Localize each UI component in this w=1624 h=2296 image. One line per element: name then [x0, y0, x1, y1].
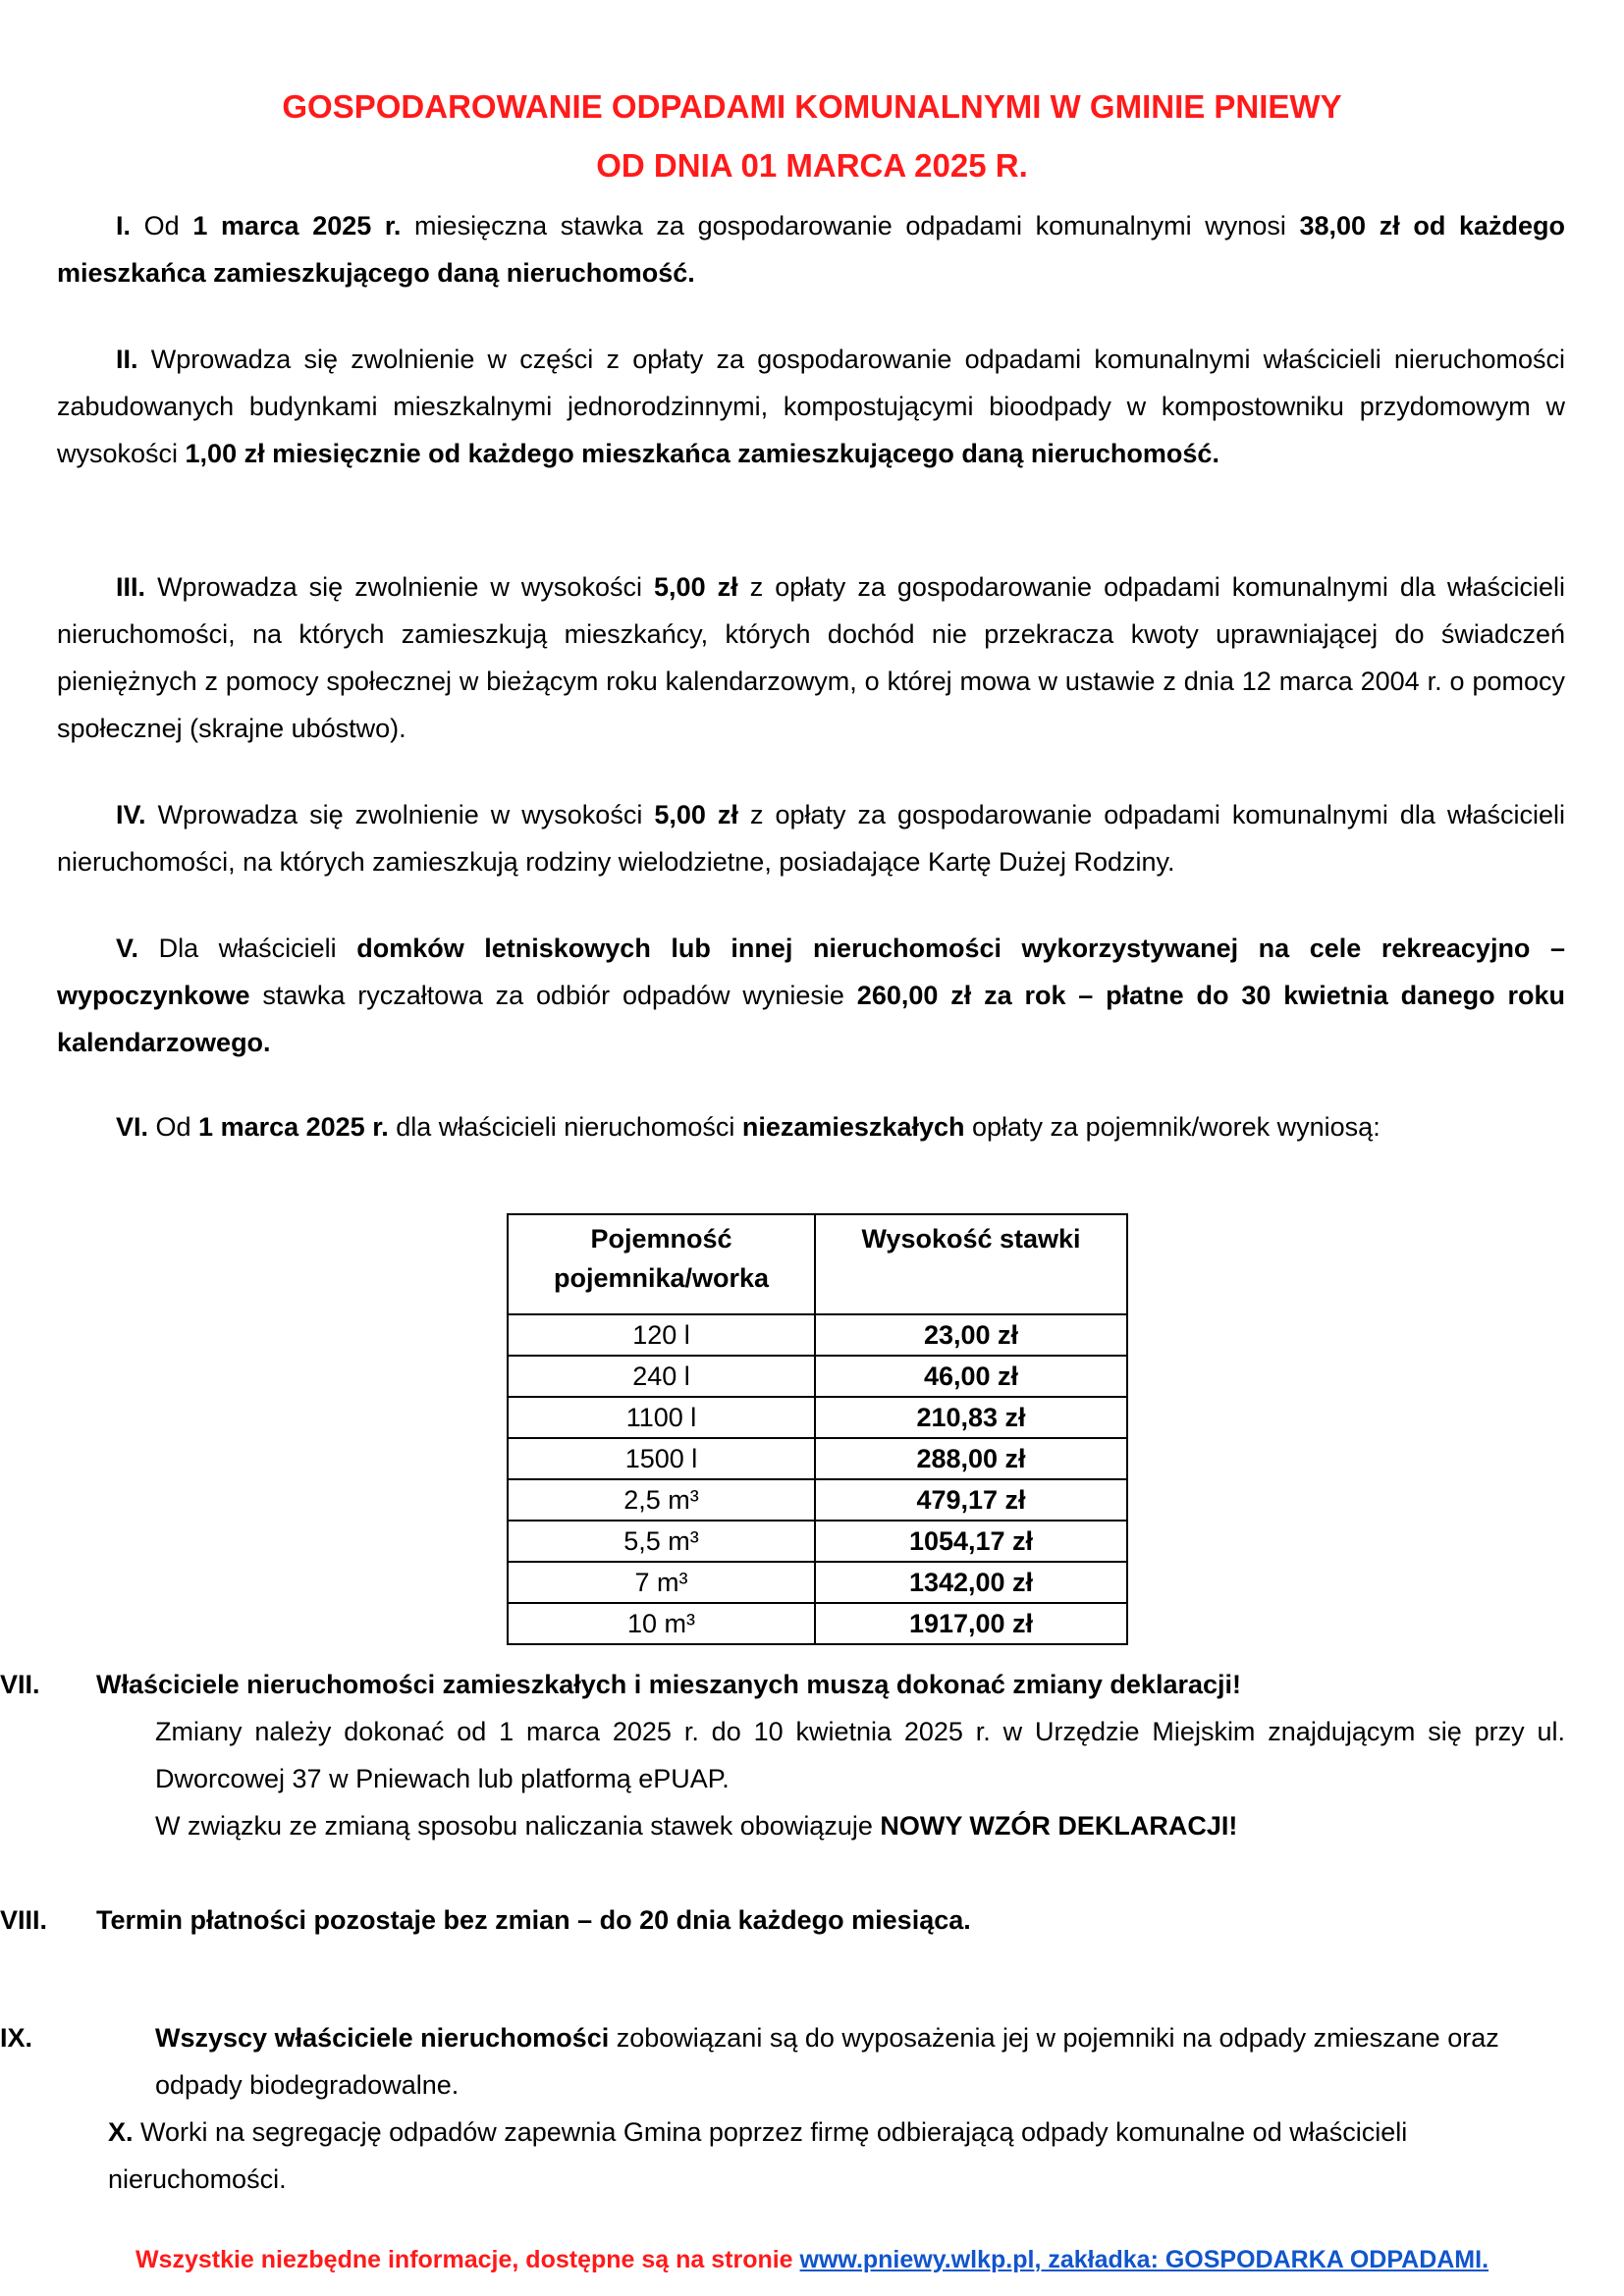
section-text: Od [148, 1112, 199, 1142]
table-header-row [508, 1214, 1127, 1314]
rate-cell: 288,00 zł [815, 1438, 1127, 1479]
section-bold: 5,00 zł [654, 572, 738, 602]
footer-note [0, 2246, 1624, 2274]
capacity-cell: 240 l [508, 1356, 815, 1397]
section-text: Od [143, 211, 193, 240]
section-text: opłaty za pojemnik/worek wyniosą: [964, 1112, 1380, 1142]
section-text: Wprowadza się zwolnienie w wysokości [157, 572, 655, 602]
website-link[interactable]: www.pniewy.wlkp.pl [799, 2246, 1035, 2273]
table-row [508, 1356, 1127, 1397]
capacity-cell: 2,5 m³ [508, 1479, 815, 1521]
section-bold: 1 marca 2025 r. [192, 211, 402, 240]
section-bold: 38,00 zł od każdego mieszkańca zamieszkującego daną nieruchomość. [57, 211, 1565, 288]
capacity-cell: 1100 l [508, 1397, 815, 1438]
table-row [508, 1562, 1127, 1603]
section-bold: 1 marca 2025 r. [198, 1112, 389, 1142]
section-number: VIII. [0, 1905, 48, 1935]
section-6 [57, 1103, 1565, 1150]
section-bold: NOWY WZÓR DEKLARACJI! [880, 1811, 1238, 1841]
section-4 [57, 791, 1565, 885]
section-8 [0, 1896, 1565, 1944]
title-line-2: OD DNIA 01 MARCA 2025 R. [596, 147, 1028, 184]
footer-tab-name: , zakładka: GOSPODARKA ODPADAMI. [1034, 2246, 1489, 2273]
section-text: zobowiązani są do wyposażenia jej w pojemniki na odpady zmieszane oraz odpady biodegradowalne. [155, 2023, 1499, 2100]
section-text: z opłaty za gospodarowanie odpadami komunalnymi dla właścicieli nieruchomości, na których zamieszkują rodziny wielodzietne, posiadające Kartę Dużej Rodziny. [57, 800, 1565, 877]
section-number: IX. [0, 2023, 33, 2053]
capacity-cell: 7 m³ [508, 1562, 815, 1603]
section-7 [0, 1661, 1565, 1708]
rate-cell: 23,00 zł [815, 1314, 1127, 1356]
section-3 [57, 563, 1565, 752]
rate-cell: 46,00 zł [815, 1356, 1127, 1397]
rate-cell: 1054,17 zł [815, 1521, 1127, 1562]
title-line-1: GOSPODAROWANIE ODPADAMI KOMUNALNYMI W GMINIE PNIEWY [282, 88, 1342, 125]
rates-table [507, 1213, 1128, 1645]
section-text: stawka ryczałtowa za odbiór odpadów wyniesie [249, 981, 857, 1010]
section-number: V. [116, 934, 139, 963]
table-row [508, 1479, 1127, 1521]
section-text: Worki na segregację odpadów zapewnia Gmina poprzez firmę odbierającą odpady komunalne od właścicieli nieruchomości. [108, 2117, 1408, 2194]
section-bold: Wszyscy właściciele nieruchomości [155, 2023, 610, 2053]
section-text: Wprowadza się zwolnienie w części z opłaty za gospodarowanie odpadami komunalnymi właścicieli nieruchomości zabudowanych budynkami mieszkalnymi jednorodzinnymi, kompostującymi bioodpady w kompostowniku przydomowym w wysokości [57, 345, 1565, 468]
section-9 [0, 2014, 1565, 2109]
section-bold: domków letniskowych lub innej nieruchomości wykorzystywanej na cele rekreacyjno – wypoczynkowe [57, 934, 1565, 1010]
section-text: Dla właścicieli [138, 934, 357, 963]
section-number: X. [108, 2117, 134, 2147]
table-row [508, 1314, 1127, 1356]
table-row [508, 1603, 1127, 1644]
table-row [508, 1521, 1127, 1562]
capacity-cell: 10 m³ [508, 1603, 815, 1644]
section-text-2 [155, 1802, 1565, 1849]
capacity-cell: 1500 l [508, 1438, 815, 1479]
section-number: II. [116, 345, 138, 374]
section-heading: Właściciele nieruchomości zamieszkałych i mieszanych muszą dokonać zmiany deklaracji! [96, 1670, 1241, 1699]
section-text: W związku ze zmianą sposobu naliczania stawek obowiązuje [155, 1811, 881, 1841]
header-rate: Wysokość stawki [815, 1214, 1127, 1314]
section-1 [57, 202, 1565, 296]
section-bold: Termin płatności pozostaje bez zmian – do 20 dnia każdego miesiąca. [96, 1905, 971, 1935]
table-row [508, 1438, 1127, 1479]
section-5 [57, 925, 1565, 1066]
section-bold: 5,00 zł [654, 800, 738, 829]
section-2 [57, 336, 1565, 477]
rate-cell: 1342,00 zł [815, 1562, 1127, 1603]
rate-cell: 479,17 zł [815, 1479, 1127, 1521]
section-text: dla właścicieli nieruchomości [388, 1112, 742, 1142]
section-7-details [155, 1708, 1565, 1849]
table-row [508, 1397, 1127, 1438]
section-number: VI. [116, 1112, 149, 1142]
header-capacity: Pojemność pojemnika/worka [508, 1214, 815, 1314]
section-bold: niezamieszkałych [741, 1112, 965, 1142]
section-bold: 1,00 zł miesięcznie od każdego mieszkańca zamieszkującego daną nieruchomość. [185, 439, 1219, 468]
section-text: z opłaty za gospodarowanie odpadami komunalnymi dla właścicieli nieruchomości, na których zamieszkują mieszkańcy, których dochód nie przekracza kwoty uprawniającej do świadczeń pieniężnych z pomocy społecznej w bieżącym roku kalendarzowym, o której mowa w ustawie z dnia 12 marca 2004 r. o pomocy społecznej (skrajne ubóstwo). [57, 572, 1565, 743]
section-text: miesięczna stawka za gospodarowanie odpadami komunalnymi wynosi [401, 211, 1300, 240]
capacity-cell: 5,5 m³ [508, 1521, 815, 1562]
section-number: VII. [0, 1670, 40, 1699]
footer-text: Wszystkie niezbędne informacje, dostępne są na stronie [135, 2246, 800, 2273]
section-text: Wprowadza się zwolnienie w wysokości [157, 800, 655, 829]
capacity-cell: 120 l [508, 1314, 815, 1356]
section-number: I. [116, 211, 132, 240]
section-number: III. [116, 572, 146, 602]
rate-cell: 210,83 zł [815, 1397, 1127, 1438]
section-number: IV. [116, 800, 146, 829]
section-bold: 260,00 zł za rok – płatne do 30 kwietnia danego roku kalendarzowego. [57, 981, 1565, 1057]
section-10 [108, 2109, 1565, 2203]
section-text: Zmiany należy dokonać od 1 marca 2025 r. do 10 kwietnia 2025 r. w Urzędzie Miejskim znajdującym się przy ul. Dworcowej 37 w Pniewach lub platformą ePUAP. [155, 1717, 1565, 1793]
rate-cell: 1917,00 zł [815, 1603, 1127, 1644]
